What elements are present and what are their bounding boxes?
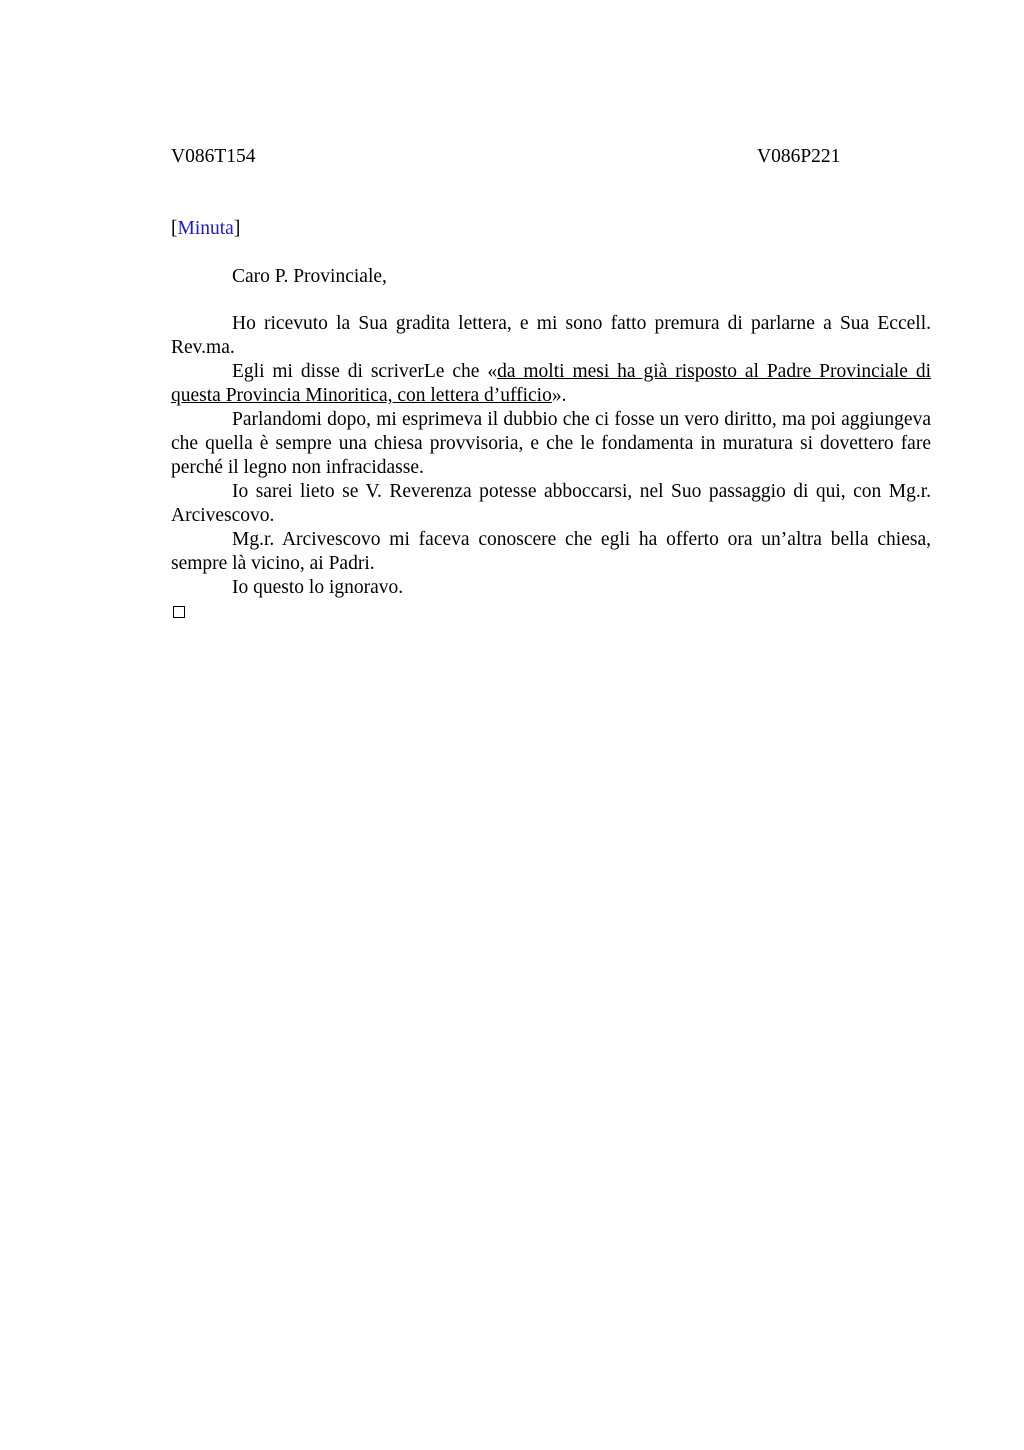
minuta-tag <box>171 217 931 241</box>
paragraph-closing: Io questo lo ignoravo. <box>232 577 404 598</box>
quote-lead-in: Egli mi disse di scriverLe che « <box>232 361 498 382</box>
paragraph-doubt: Parlandomi dopo, mi esprimeva il dubbio che ci fosse un vero diritto, ma poi aggiungeva che quella è sempre una chiesa provvisoria, e che le fondamenta in muratura si dovettero fare perché il legno non infracidasse. <box>171 409 931 478</box>
empty-square-icon <box>173 606 185 618</box>
quote-close: ». <box>551 385 567 406</box>
minuta-link[interactable]: Minuta <box>177 218 234 239</box>
paragraph-meeting-request: Io sarei lieto se V. Reverenza potesse abboccarsi, nel Suo passaggio di qui, con Mg.r. Arcivescovo. <box>171 481 931 526</box>
tag-open-bracket: [ <box>171 218 178 239</box>
document-code-right: V086P221 <box>757 146 841 167</box>
paragraph-received-letter: Ho ricevuto la Sua gradita lettera, e mi sono fatto premura di parlarne a Sua Eccell. Rev.ma. <box>171 313 931 358</box>
paragraph-new-church: Mg.r. Arcivescovo mi faceva conoscere che egli ha offerto ora un’altra bella chiesa, sempre là vicino, ai Padri. <box>171 529 931 574</box>
letter-salutation: Caro P. Provinciale, <box>232 266 387 287</box>
underlined-quote: da molti mesi ha già risposto al Padre Provinciale di questa Provincia Minoritica, con lettera d’ufficio <box>171 361 931 406</box>
document-code-left: V086T154 <box>171 146 256 167</box>
paragraph-quoted-reply <box>171 360 931 408</box>
tag-close-bracket: ] <box>233 218 241 239</box>
document-page <box>171 145 931 625</box>
letter-body <box>171 312 931 600</box>
document-header <box>171 145 931 169</box>
